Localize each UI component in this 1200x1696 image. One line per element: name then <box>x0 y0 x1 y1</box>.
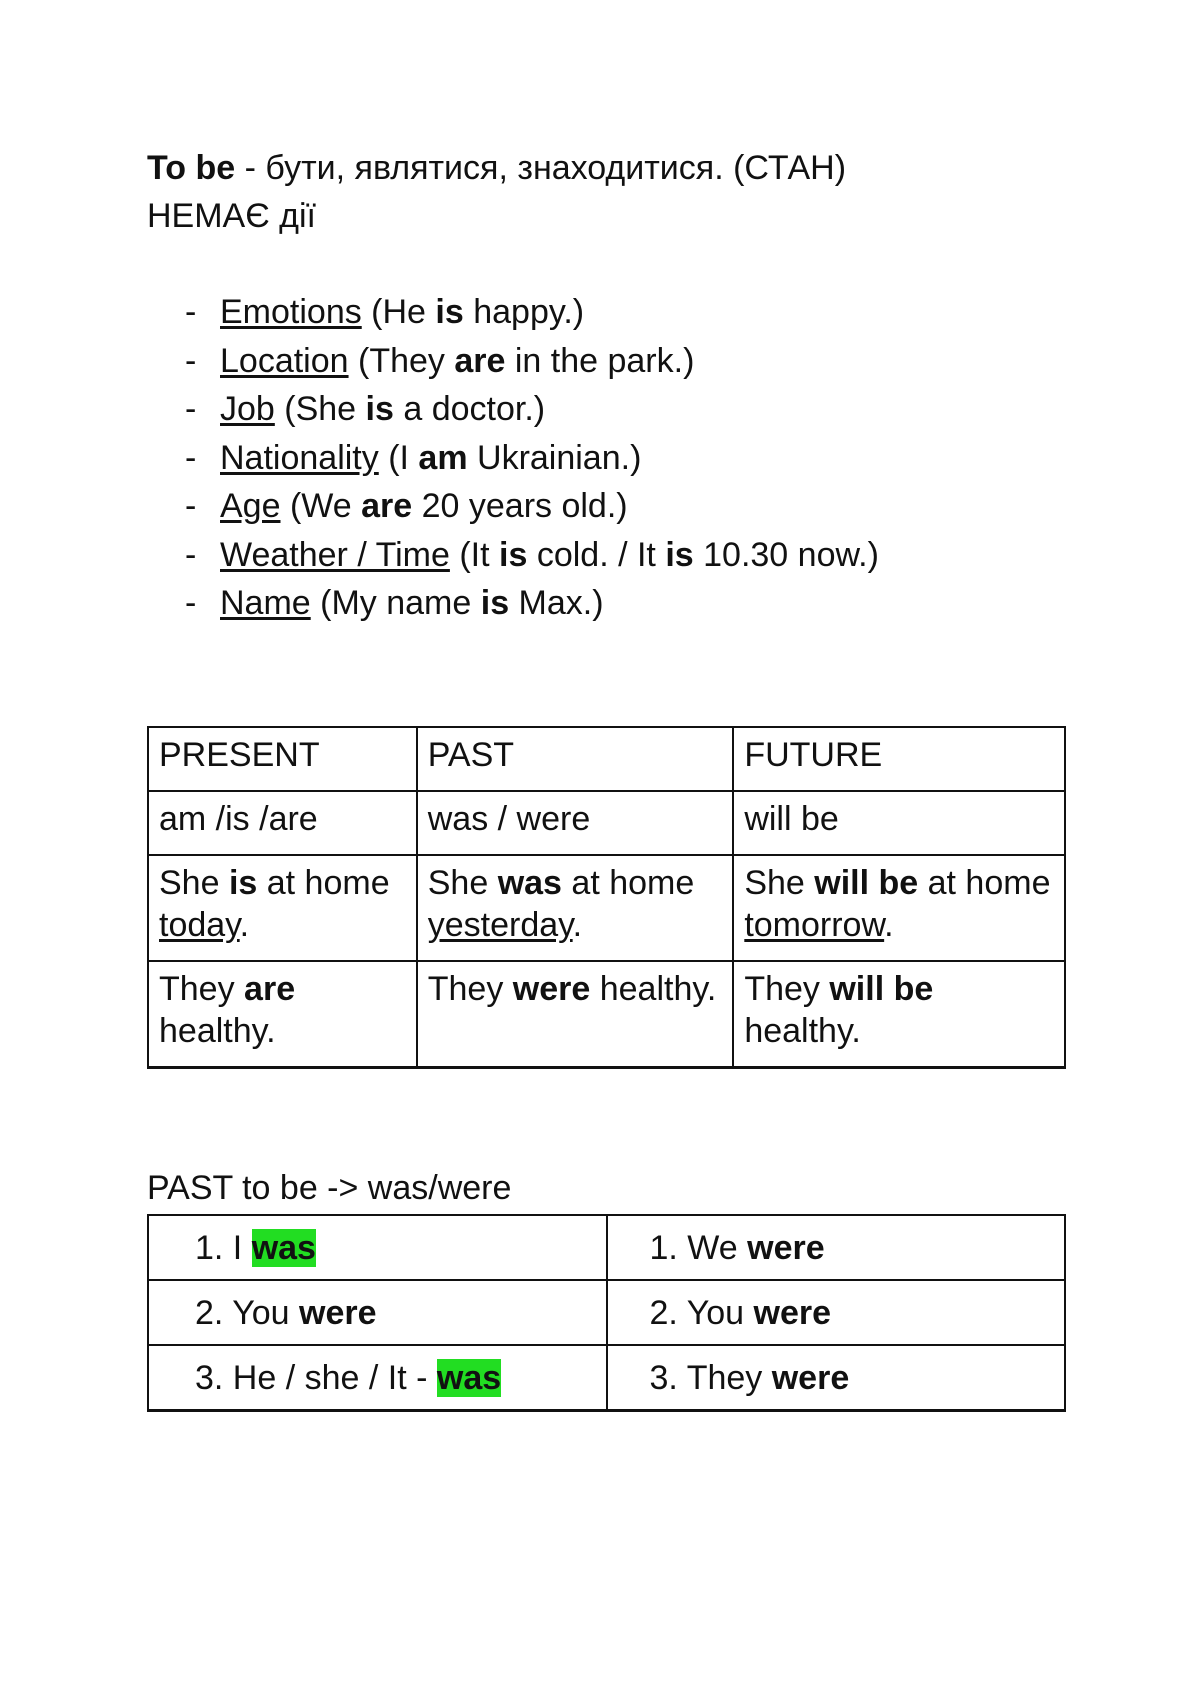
bullet-dash: - <box>185 390 197 428</box>
cell-text: . <box>572 906 583 944</box>
header-cell: PRESENT <box>148 727 417 791</box>
verb: were <box>747 1228 825 1267</box>
example-text: 10.30 now.) <box>693 535 879 574</box>
cell-text: She <box>159 864 229 902</box>
example-text: Ukrainian.) <box>467 438 642 477</box>
topic-label: Name <box>220 584 311 622</box>
subject: He / she / It - <box>223 1358 437 1397</box>
example-text: (My name <box>310 584 481 622</box>
list-item <box>147 337 879 386</box>
table-row <box>148 1215 1065 1280</box>
verb: were <box>512 970 591 1008</box>
intro-title <box>147 146 846 190</box>
topic-label: Emotions <box>220 293 362 331</box>
list-item <box>147 434 879 483</box>
row-number: 1. <box>649 1228 678 1267</box>
cell-text: They <box>159 970 245 1008</box>
header-cell: FUTURE <box>733 727 1065 791</box>
table-cell <box>607 1345 1066 1411</box>
example-text: (They <box>348 341 455 380</box>
time-word: tomorrow <box>744 906 885 944</box>
example-text: (We <box>280 487 362 525</box>
table-row <box>148 727 1065 791</box>
verb: are <box>454 341 506 380</box>
verb: is <box>480 584 510 622</box>
bullet-dash: - <box>185 584 197 622</box>
verb: were <box>771 1358 850 1397</box>
topic-label: Nationality <box>220 438 379 477</box>
table-cell <box>148 1280 607 1345</box>
verb: is <box>665 535 694 574</box>
list-item <box>147 482 879 531</box>
table-cell <box>733 961 1065 1068</box>
verb: is <box>435 293 464 331</box>
row-number: 2. <box>649 1293 678 1332</box>
example-text: Max.) <box>509 584 604 622</box>
cell-text: healthy. <box>590 970 717 1008</box>
table-row <box>148 791 1065 855</box>
table-row <box>148 1280 1065 1345</box>
subject: I <box>223 1228 252 1267</box>
row-number: 3. <box>195 1358 224 1397</box>
example-text: 20 years old.) <box>412 487 628 525</box>
table-row <box>148 1345 1065 1411</box>
row-number: 1. <box>195 1228 224 1267</box>
table-cell <box>417 961 734 1068</box>
example-text: (She <box>274 390 366 428</box>
verb: is <box>499 535 528 574</box>
list-item <box>147 385 879 434</box>
topic-label: Age <box>220 487 281 525</box>
bullet-dash: - <box>185 293 197 331</box>
tense-table <box>147 726 1066 1069</box>
verb: was <box>497 864 562 902</box>
cell-text: They <box>427 970 513 1008</box>
cell-text: . <box>884 906 894 944</box>
cell-text: at home <box>257 864 390 902</box>
row-number: 3. <box>649 1358 678 1397</box>
table-cell <box>148 1345 607 1411</box>
table-cell: was / were <box>417 791 734 855</box>
cell-text: She <box>427 864 498 902</box>
past-table <box>147 1214 1066 1412</box>
topic-label: Job <box>220 390 275 428</box>
table-row <box>148 855 1065 961</box>
verb: will be <box>814 864 919 902</box>
table-cell <box>607 1280 1066 1345</box>
cell-text: She <box>744 864 815 902</box>
intro-title-rest: - бути, являтися, знаходитися. (СТАН) <box>235 149 847 187</box>
table-cell: will be <box>733 791 1065 855</box>
cell-text: at home <box>561 864 695 902</box>
example-text: in the park.) <box>505 341 695 380</box>
bullet-dash: - <box>185 341 197 380</box>
table-cell <box>733 855 1065 961</box>
table-row <box>148 961 1065 1068</box>
verb: will be <box>829 970 934 1008</box>
bullet-dash: - <box>185 438 197 477</box>
topic-label: Location <box>220 341 349 380</box>
verb: am <box>418 438 468 477</box>
time-word: today <box>159 906 240 944</box>
cell-text: They <box>744 970 830 1008</box>
topic-label: Weather / Time <box>220 535 450 574</box>
highlighted-verb: was <box>436 1358 502 1397</box>
cell-text: healthy. <box>744 1012 861 1050</box>
row-number: 2. <box>195 1293 224 1332</box>
table-cell <box>148 961 417 1068</box>
table-cell <box>148 1215 607 1280</box>
cell-text: at home <box>918 864 1051 902</box>
usage-list <box>147 288 879 628</box>
example-text: (I <box>378 438 419 477</box>
cell-text: . <box>239 906 250 944</box>
intro-line2: НЕМАЄ дії <box>147 197 316 235</box>
past-heading: PAST to be -> was/were <box>147 1169 512 1207</box>
example-text: a doctor.) <box>393 390 546 428</box>
subject: You <box>677 1293 754 1332</box>
bullet-dash: - <box>185 487 197 525</box>
time-word: yesterday <box>427 906 573 944</box>
verb: are <box>244 970 296 1008</box>
example-text: (It <box>449 535 500 574</box>
example-text: (He <box>361 293 436 331</box>
subject: We <box>677 1228 748 1267</box>
verb: is <box>365 390 394 428</box>
list-item <box>147 531 879 580</box>
example-text: happy.) <box>463 293 585 331</box>
verb: are <box>361 487 413 525</box>
bullet-dash: - <box>185 535 197 574</box>
table-cell <box>148 855 417 961</box>
header-cell: PAST <box>417 727 734 791</box>
verb: were <box>299 1293 377 1332</box>
table-cell <box>607 1215 1066 1280</box>
table-cell: am /is /are <box>148 791 417 855</box>
subject: They <box>677 1358 772 1397</box>
subject: You <box>223 1293 300 1332</box>
example-text: cold. / It <box>527 535 666 574</box>
verb: is <box>228 864 258 902</box>
intro-title-bold: To be <box>147 149 236 187</box>
cell-text: healthy. <box>159 1012 276 1050</box>
list-item <box>147 579 879 628</box>
table-cell <box>417 855 734 961</box>
highlighted-verb: was <box>251 1228 316 1267</box>
list-item <box>147 288 879 337</box>
verb: were <box>753 1293 832 1332</box>
